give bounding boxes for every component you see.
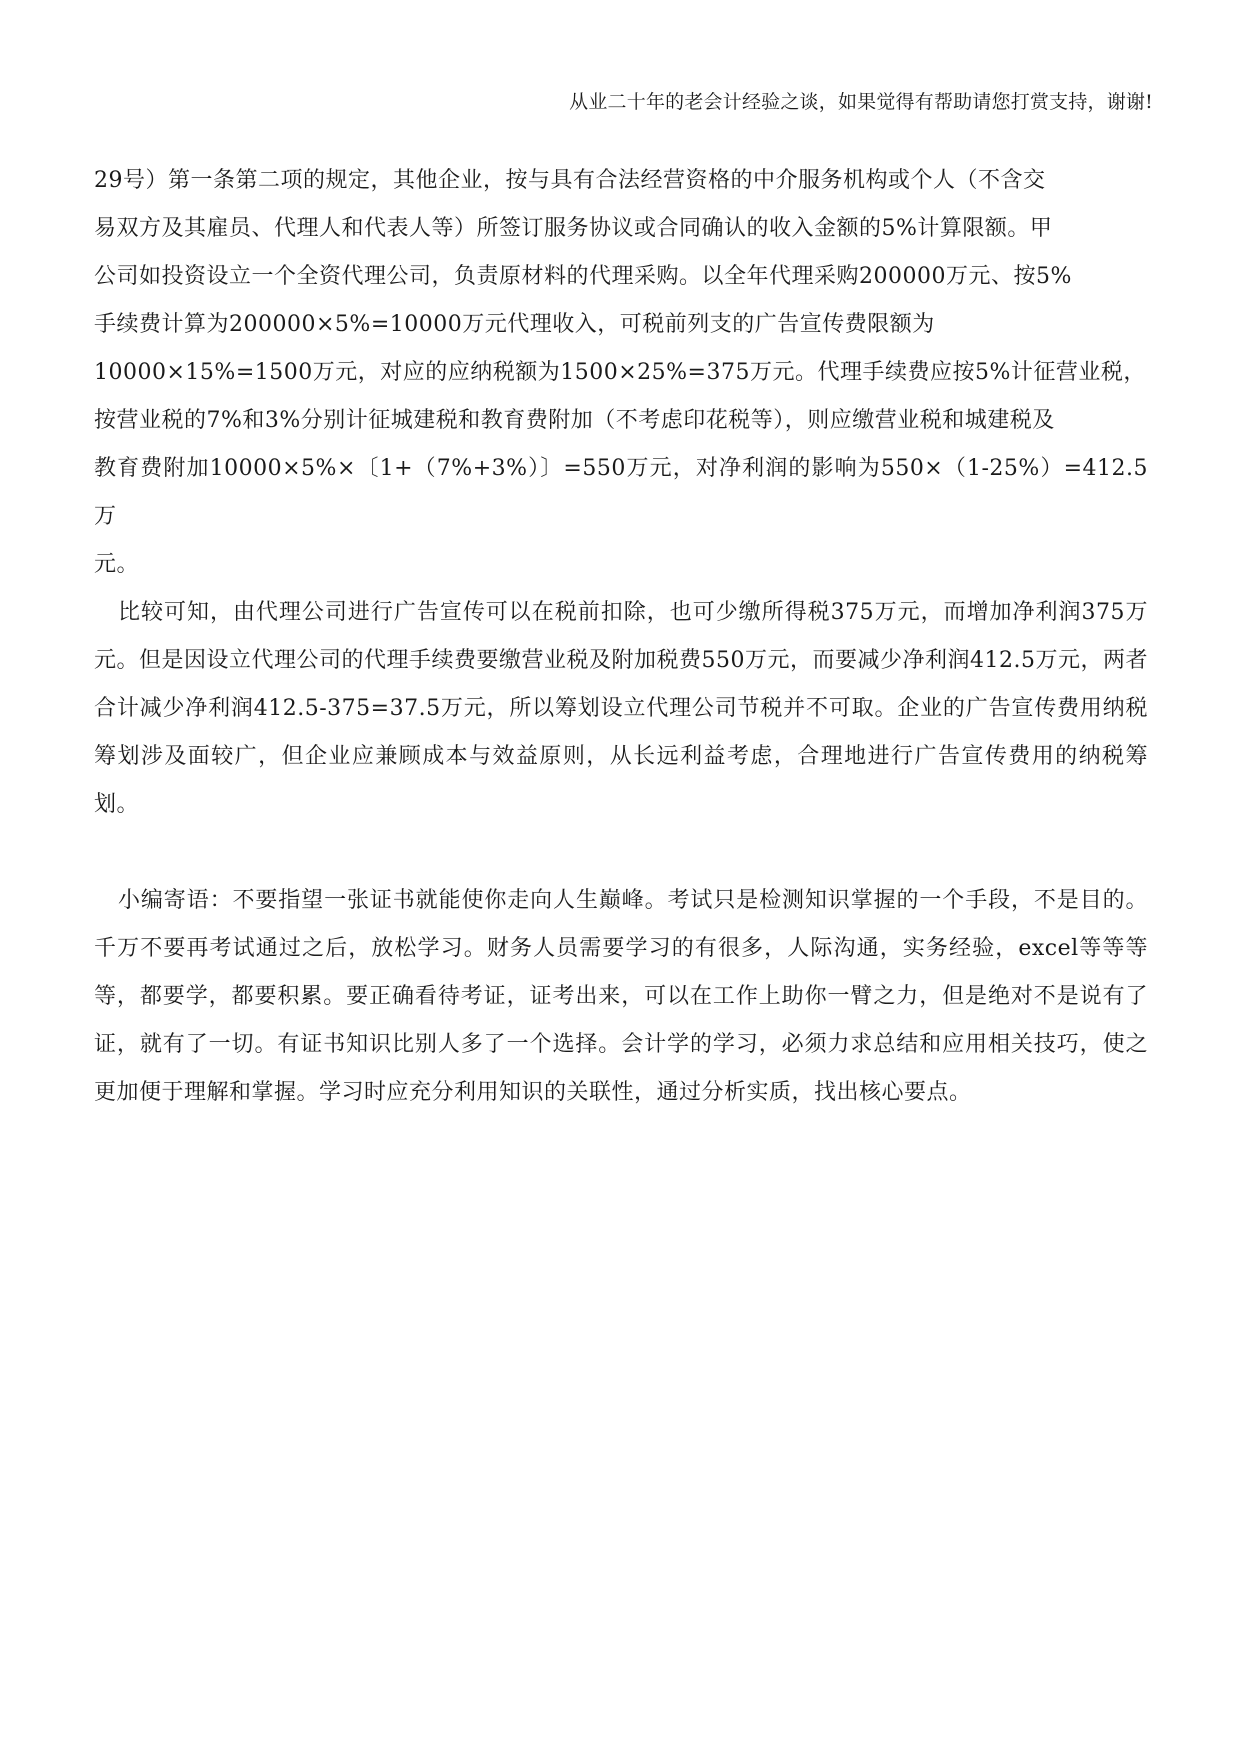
text-line: 按营业税的7%和3%分别计征城建税和教育费附加（不考虑印花税等），则应缴营业税和城建税及 — [94, 408, 1055, 433]
paragraph-editor-note: 小编寄语：不要指望一张证书就能使你走向人生巅峰。考试只是检测知识掌握的一个手段，不是目的。千万不要再考试通过之后，放松学习。财务人员需要学习的有很多，人际沟通，实务经验，excel等等等等，都要学，都要积累。要正确看待考证，证考出来，可以在工作上助你一臂之力，但是绝对不是说有了证，就有了一切。有证书知识比别人多了一个选择。会计学的学习，必须力求总结和应用相关技巧，使之更加便于理解和掌握。学习时应充分利用知识的关联性，通过分析实质，找出核心要点。 — [94, 888, 1148, 1105]
text-line: 公司如投资设立一个全资代理公司，负责原材料的代理采购。以全年代理采购200000万元、按5% — [94, 264, 1072, 289]
header-note: 从业二十年的老会计经验之谈，如果觉得有帮助请您打赏支持，谢谢! — [569, 91, 1153, 113]
paragraph-comparison: 比较可知，由代理公司进行广告宣传可以在税前扣除，也可少缴所得税375万元，而增加净利润375万元。但是因设立代理公司的代理手续费要缴营业税及附加税费550万元，而要减少净利润412.5万元，两者合计减少净利润412.5-375=37.5万元，所以筹划设立代理公司节税并不可取。企业的广告宣传费用纳税筹划涉及面较广，但企业应兼顾成本与效益原则，从长远利益考虑，合理地进行广告宣传费用的纳税筹划。 — [94, 600, 1148, 817]
document-body — [94, 157, 1148, 1117]
text-line: 10000×15%=1500万元，对应的应纳税额为1500×25%=375万元。代理手续费应按5%计征营业税， — [94, 360, 1146, 385]
text-line: 元。 — [94, 552, 140, 577]
text-line: 教育费附加10000×5%×〔1+（7%+3%）〕=550万元，对净利润的影响为550×（1-25%）=412.5万 — [94, 456, 1148, 529]
paragraph-tax-calculation — [94, 157, 1148, 589]
text-line: 29号）第一条第二项的规定，其他企业，按与具有合法经营资格的中介服务机构或个人（不含交 — [94, 168, 1046, 193]
text-line: 手续费计算为200000×5%=10000万元代理收入，可税前列支的广告宣传费限额为 — [94, 312, 935, 337]
paragraph-spacer — [94, 829, 1148, 877]
text-line: 易双方及其雇员、代理人和代表人等）所签订服务协议或合同确认的收入金额的5%计算限额。甲 — [94, 216, 1053, 241]
